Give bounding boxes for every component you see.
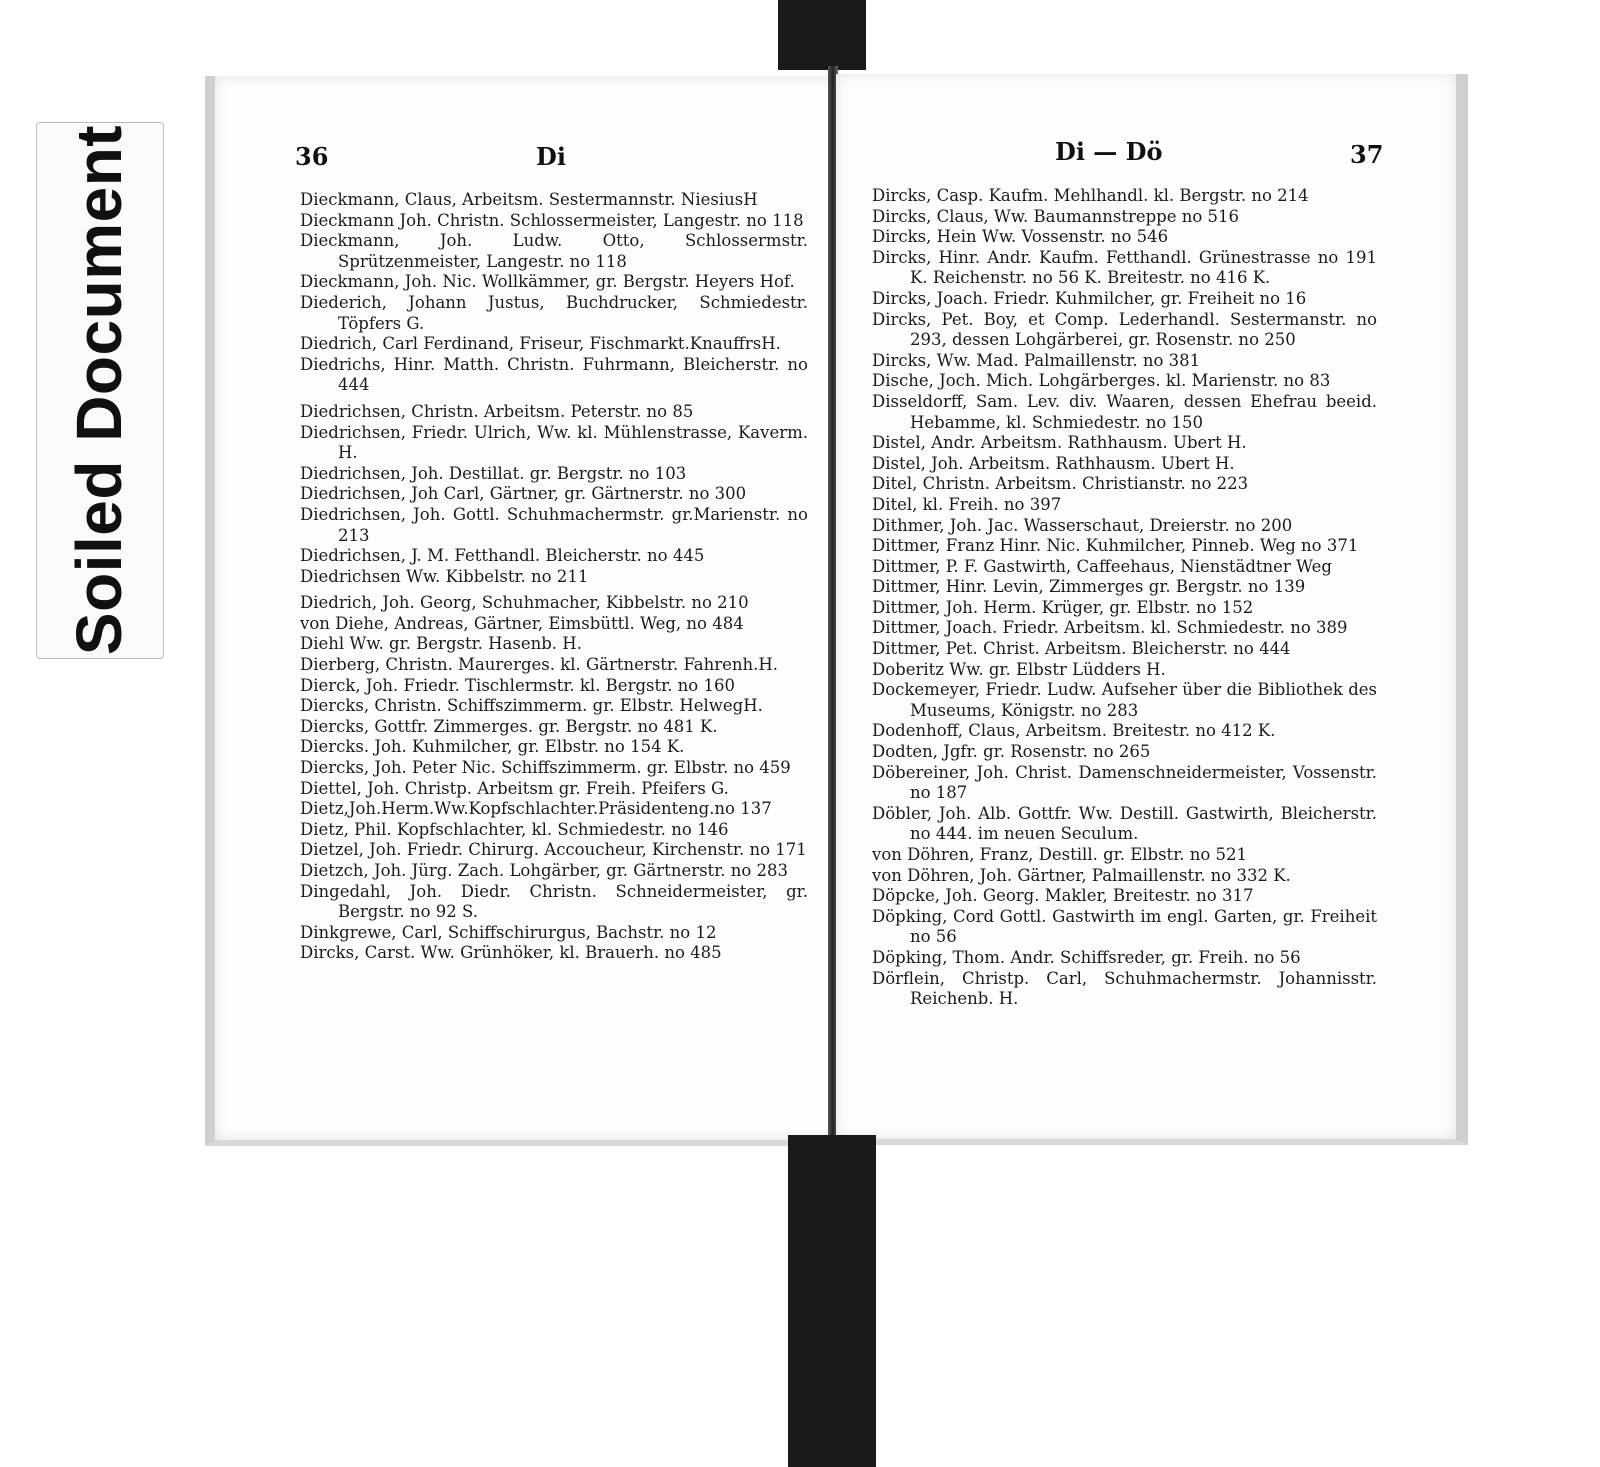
directory-entry: Döpking, Thom. Andr. Schiffsreder, gr. Freih. no 56 xyxy=(872,947,1301,967)
directory-entry: Dircks, Ww. Mad. Palmaillenstr. no 381 xyxy=(872,350,1201,370)
left-entry-list xyxy=(300,190,808,964)
directory-entry: Diedrichsen, Friedr. Ulrich, Ww. kl. Mühlenstrasse, Kaverm. H. xyxy=(300,422,808,463)
directory-entry: Distel, Joh. Arbeitsm. Rathhausm. Ubert H. xyxy=(872,453,1235,473)
directory-entry: Döbereiner, Joh. Christ. Damenschneidermeister, Vossenstr. no 187 xyxy=(872,762,1377,803)
directory-entry: Diehl Ww. gr. Bergstr. Hasenb. H. xyxy=(300,634,582,654)
left-running-head: Di xyxy=(536,142,566,171)
directory-entry: Distel, Andr. Arbeitsm. Rathhausm. Ubert H. xyxy=(872,433,1247,453)
directory-entry: Dodten, Jgfr. gr. Rosenstr. no 265 xyxy=(872,742,1151,762)
directory-entry: von Döhren, Franz, Destill. gr. Elbstr. no 521 xyxy=(872,845,1248,864)
directory-entry: Dietzel, Joh. Friedr. Chirurg. Accoucheur, Kirchenstr. no 171 xyxy=(300,840,807,860)
directory-entry: Dircks, Hein Ww. Vossenstr. no 546 xyxy=(872,227,1169,247)
directory-entry: Dircks, Hinr. Andr. Kaufm. Fetthandl. Grünestrasse no 191 K. Reichenstr. no 56 K. Breitestr. no 416 K. xyxy=(872,247,1377,288)
right-page-number: 37 xyxy=(1350,140,1384,169)
directory-entry: Diercks, Christn. Schiffszimmerm. gr. Elbstr. HelwegH. xyxy=(300,696,763,716)
directory-entry: Dittmer, P. F. Gastwirth, Caffeehaus, Nienstädtner Weg xyxy=(872,556,1332,576)
directory-entry: Dietz,Joh.Herm.Ww.Kopfschlachter.Präsidenteng.no 137 xyxy=(300,799,772,819)
directory-entry: Doberitz Ww. gr. Elbstr Lüdders H. xyxy=(872,659,1166,679)
document-condition-label: Soiled Document xyxy=(63,124,135,656)
directory-entry: Dircks, Casp. Kaufm. Mehlhandl. kl. Bergstr. no 214 xyxy=(872,186,1309,205)
directory-entry: Diedrichsen, Joh. Gottl. Schuhmachermstr. gr.Marienstr. no 213 xyxy=(300,504,808,545)
directory-entry: Dittmer, Franz Hinr. Nic. Kuhmilcher, Pinneb. Weg no 371 xyxy=(872,536,1359,556)
directory-entry: Diedrichs, Hinr. Matth. Christn. Fuhrmann, Bleicherstr. no 444 xyxy=(300,354,808,395)
directory-entry: Dierck, Joh. Friedr. Tischlermstr. kl. Bergstr. no 160 xyxy=(300,675,735,695)
directory-entry: Dierberg, Christn. Maurerges. kl. Gärtnerstr. Fahrenh.H. xyxy=(300,655,779,675)
directory-entry: Dithmer, Joh. Jac. Wasserschaut, Dreierstr. no 200 xyxy=(872,515,1293,535)
directory-entry: von Döhren, Joh. Gärtner, Palmaillenstr. no 332 K. xyxy=(872,865,1291,885)
directory-entry: Dircks, Carst. Ww. Grünhöker, kl. Brauerh. no 485 xyxy=(300,943,722,963)
right-entry-list xyxy=(872,186,1377,1010)
directory-entry: Diettel, Joh. Christp. Arbeitsm gr. Freih. Pfeifers G. xyxy=(300,778,729,798)
directory-entry: Diercks, Joh. Peter Nic. Schiffszimmerm. gr. Elbstr. no 459 xyxy=(300,758,791,778)
directory-entry: Diederich, Johann Justus, Buchdrucker, Schmiedestr. Töpfers G. xyxy=(300,292,808,333)
directory-entry: Diercks. Joh. Kuhmilcher, gr. Elbstr. no 154 K. xyxy=(300,737,685,757)
directory-entry: Dietzch, Joh. Jürg. Zach. Lohgärber, gr. Gärtnerstr. no 283 xyxy=(300,861,789,880)
directory-entry: Dietz, Phil. Kopfschlachter, kl. Schmiedestr. no 146 xyxy=(300,819,729,839)
directory-entry: Dircks, Pet. Boy, et Comp. Lederhandl. Sestermanstr. no 293, dessen Lohgärberei, gr. Rosenstr. no 250 xyxy=(872,309,1377,350)
directory-entry: Diedrichsen Ww. Kibbelstr. no 211 xyxy=(300,566,589,586)
right-running-head: Di — Dö xyxy=(1055,137,1163,166)
directory-entry: Dingedahl, Joh. Diedr. Christn. Schneidermeister, gr. Bergstr. no 92 S. xyxy=(300,881,808,922)
directory-entry: Dieckmann Joh. Christn. Schlossermeister, Langestr. no 118 xyxy=(300,210,804,230)
left-page-number: 36 xyxy=(295,142,329,171)
directory-entry: Dodenhoff, Claus, Arbeitsm. Breitestr. no 412 K. xyxy=(872,721,1276,741)
directory-entry: Dittmer, Joach. Friedr. Arbeitsm. kl. Schmiedestr. no 389 xyxy=(872,618,1348,638)
directory-entry: Disseldorff, Sam. Lev. div. Waaren, dessen Ehefrau beeid. Hebamme, kl. Schmiedestr. no 150 xyxy=(872,391,1377,432)
directory-entry: Diedrich, Carl Ferdinand, Friseur, Fischmarkt.KnauffrsH. xyxy=(300,334,781,354)
directory-entry: Dörflein, Christp. Carl, Schuhmachermstr. Johannisstr. Reichenb. H. xyxy=(872,968,1377,1009)
directory-entry: Döpking, Cord Gottl. Gastwirth im engl. Garten, gr. Freiheit no 56 xyxy=(872,906,1377,947)
binder-clip-top xyxy=(778,0,866,70)
directory-entry: Dircks, Claus, Ww. Baumannstreppe no 516 xyxy=(872,206,1240,226)
directory-entry: Diedrichsen, J. M. Fetthandl. Bleicherstr. no 445 xyxy=(300,546,705,566)
binder-clip-bottom xyxy=(788,1135,876,1467)
directory-entry: Döbler, Joh. Alb. Gottfr. Ww. Destill. Gastwirth, Bleicherstr. no 444. im neuen Seculum. xyxy=(872,803,1377,844)
directory-entry: Dieckmann, Joh. Ludw. Otto, Schlossermstr. Sprützenmeister, Langestr. no 118 xyxy=(300,231,808,271)
directory-entry: Diedrichsen, Joh. Destillat. gr. Bergstr. no 103 xyxy=(300,463,687,483)
directory-entry: von Diehe, Andreas, Gärtner, Eimsbüttl. Weg, no 484 xyxy=(300,613,744,633)
directory-entry: Dircks, Joach. Friedr. Kuhmilcher, gr. Freiheit no 16 xyxy=(872,288,1307,308)
directory-entry: Dinkgrewe, Carl, Schiffschirurgus, Bachstr. no 12 xyxy=(300,922,717,942)
directory-entry: Diedrichsen, Joh Carl, Gärtner, gr. Gärtnerstr. no 300 xyxy=(300,484,747,504)
directory-entry: Dittmer, Joh. Herm. Krüger, gr. Elbstr. no 152 xyxy=(872,597,1254,617)
directory-entry: Dockemeyer, Friedr. Ludw. Aufseher über die Bibliothek des Museums, Königstr. no 283 xyxy=(872,680,1377,720)
directory-entry: Dittmer, Hinr. Levin, Zimmerges gr. Bergstr. no 139 xyxy=(872,577,1306,597)
directory-entry: Diercks, Gottfr. Zimmerges. gr. Bergstr. no 481 K. xyxy=(300,716,718,736)
directory-entry: Ditel, kl. Freih. no 397 xyxy=(872,494,1062,514)
directory-entry: Diedrichsen, Christn. Arbeitsm. Peterstr. no 85 xyxy=(300,401,694,421)
directory-entry: Ditel, Christn. Arbeitsm. Christianstr. no 223 xyxy=(872,474,1249,494)
directory-entry: Dieckmann, Claus, Arbeitsm. Sestermannstr. NiesiusH xyxy=(300,190,758,209)
directory-entry: Dittmer, Pet. Christ. Arbeitsm. Bleicherstr. no 444 xyxy=(872,639,1291,659)
directory-entry: Dische, Joch. Mich. Lohgärberges. kl. Marienstr. no 83 xyxy=(872,371,1331,391)
directory-entry: Döpcke, Joh. Georg. Makler, Breitestr. no 317 xyxy=(872,886,1254,906)
directory-entry: Dieckmann, Joh. Nic. Wollkämmer, gr. Bergstr. Heyers Hof. xyxy=(300,272,795,292)
directory-entry: Diedrich, Joh. Georg, Schuhmacher, Kibbelstr. no 210 xyxy=(300,593,749,613)
